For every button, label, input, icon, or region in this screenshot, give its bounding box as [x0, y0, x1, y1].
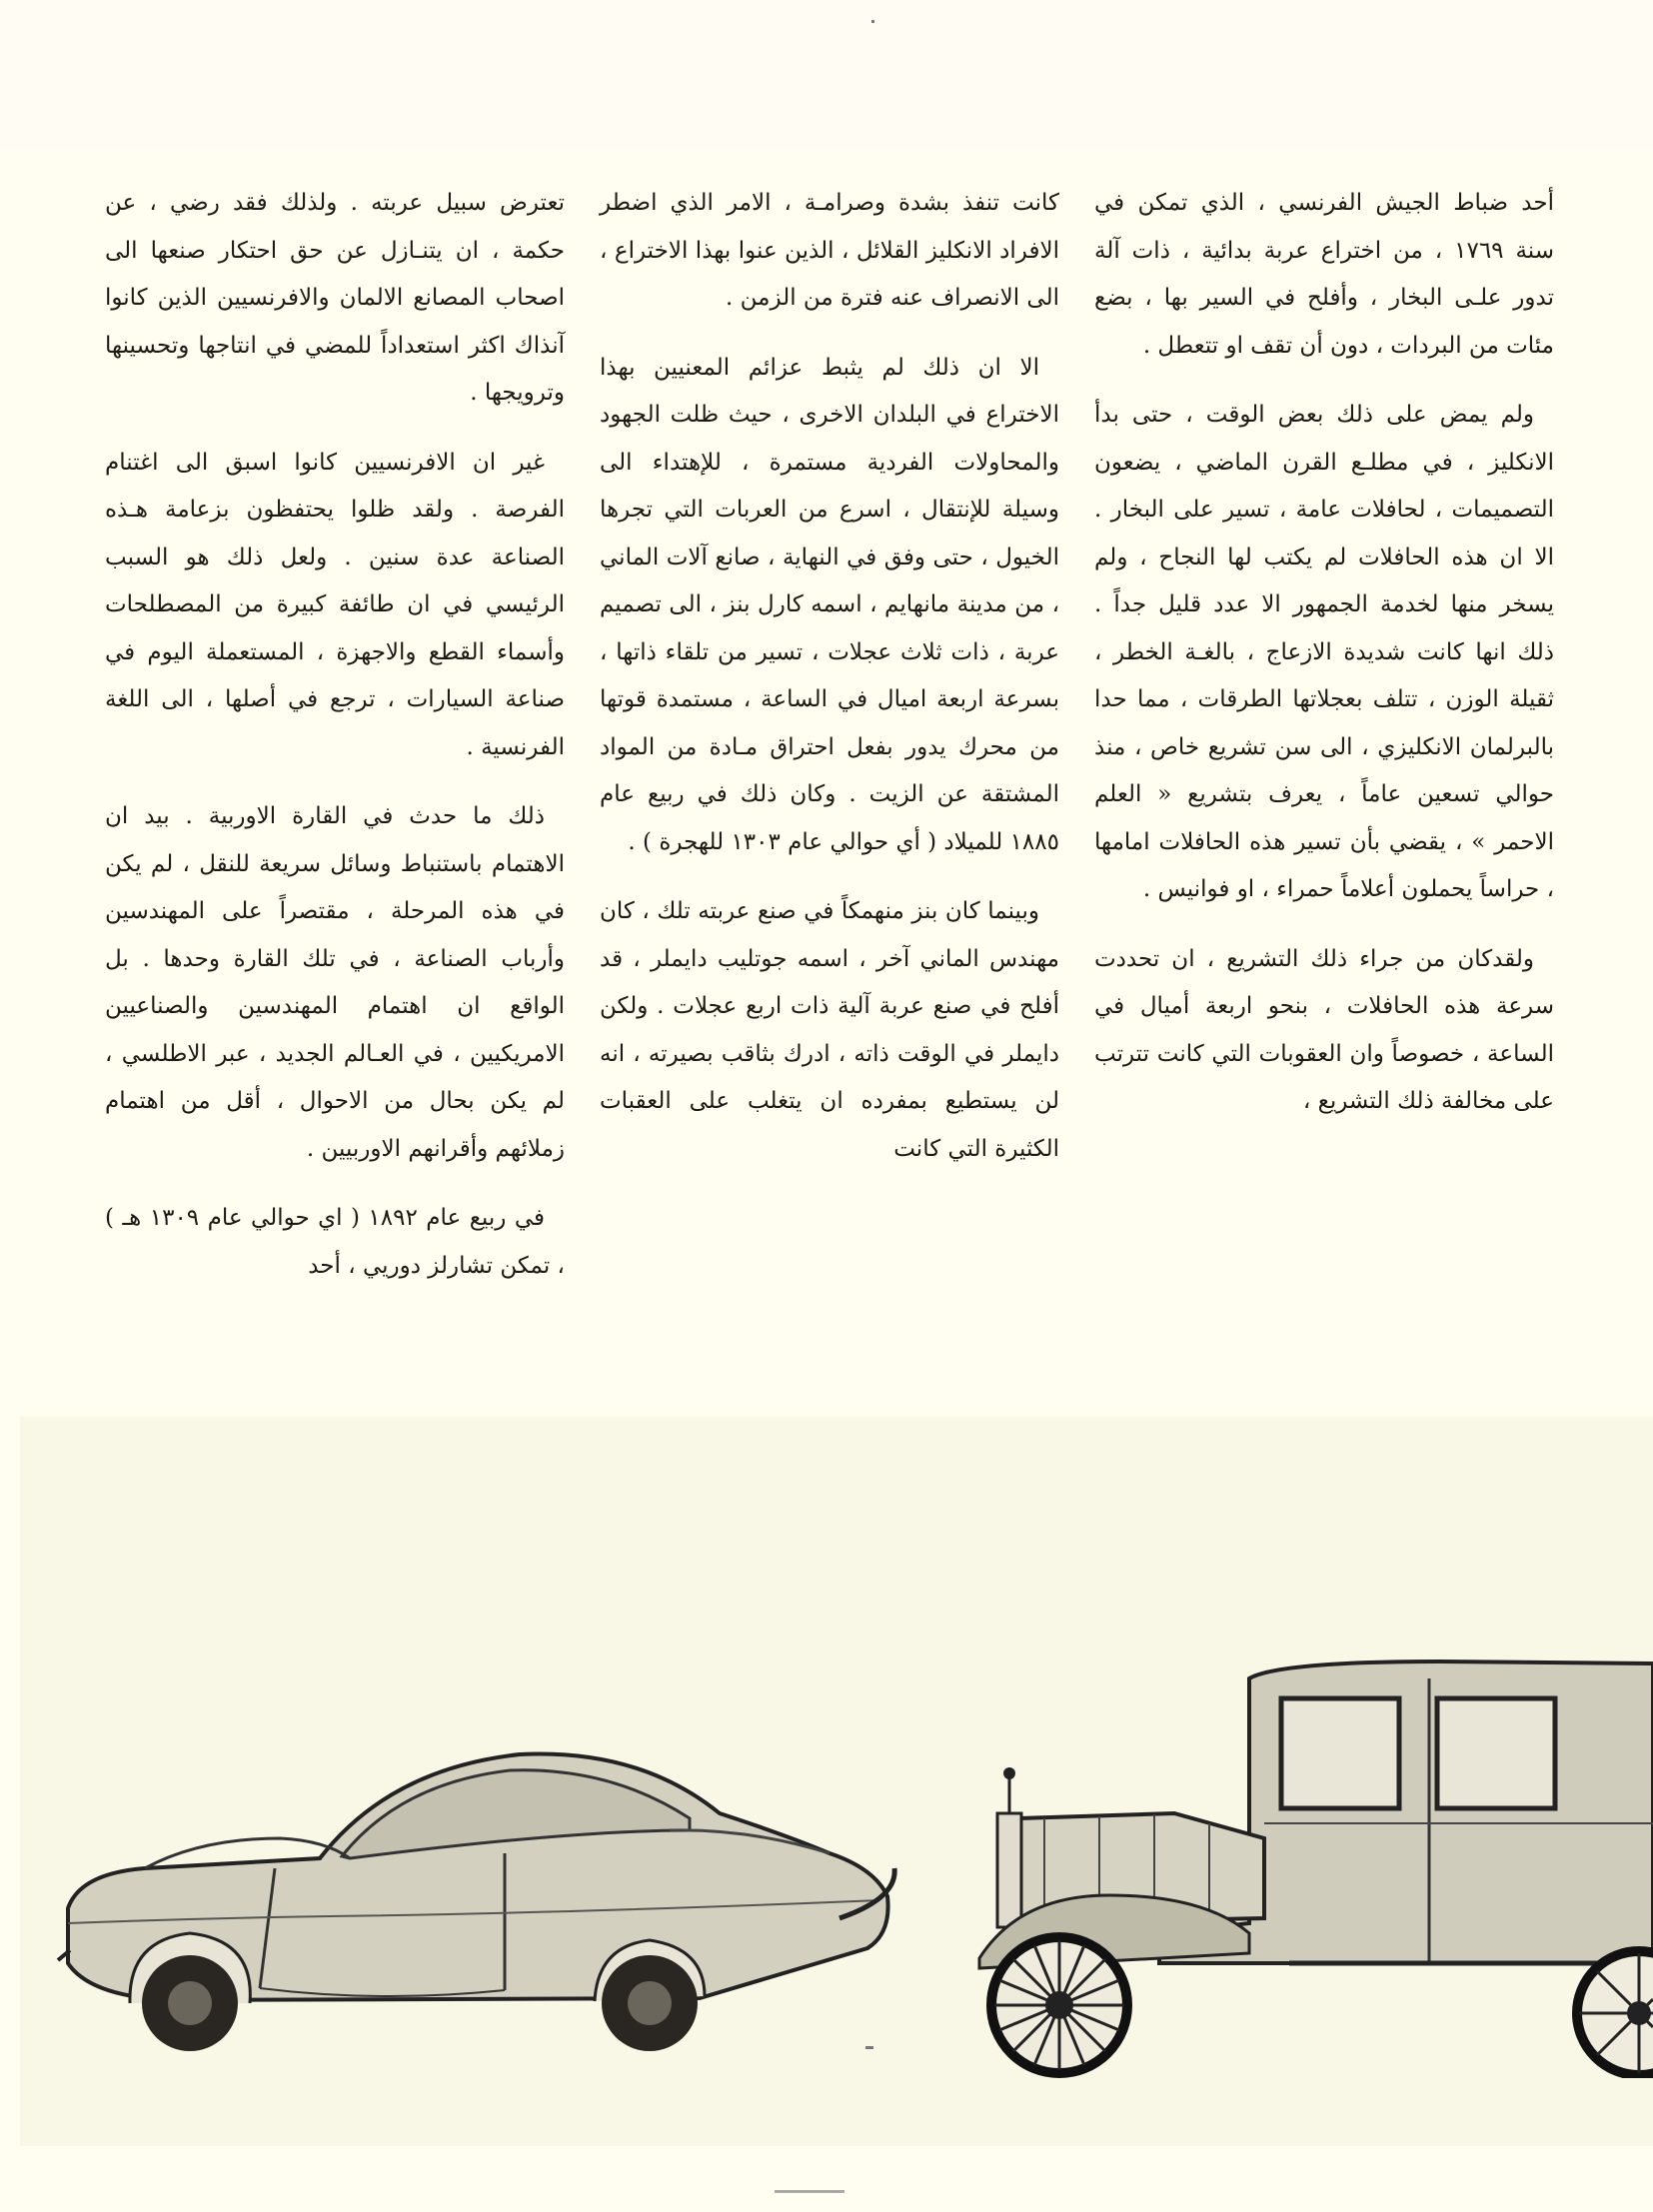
page-top-margin [0, 0, 1653, 150]
paragraph: وبينما كان بنز منهمكاً في صنع عربته تلك ، كان مهندس الماني آخر ، اسمه جوتليب دايملر ، قد أفلح في صنع عربة آلية ذات اربع عجلات . ولكن دايملر في الوقت ذاته ، ادرك بثاقب بصيرته ، انه لن يستطيع بمفرده ان يتغلب على العقبات الكثيرة التي كانت [600, 898, 1059, 1162]
paragraph: في ربيع عام ١٨٩٢ ( اي حوالي عام ١٣٠٩ هـ ) ، تمكن تشارلز دوريي ، أحد [105, 1205, 565, 1279]
paragraph: ولقدكان من جراء ذلك التشريع ، ان تحددت سرعة هذه الحافلات ، بنحو اربعة أميال في الساعة ، خصوصاً وان العقوبات التي كانت تترتب على مخالفة ذلك التشريع ، [1094, 945, 1554, 1114]
sedan-car-drawing-icon [50, 1718, 899, 2068]
paragraph: كانت تنفذ بشدة وصرامـة ، الامر الذي اضطر الافراد الانكليز القلائل ، الذين عنوا بهذا الاختراع ، الى الانصراف عنه فترة من الزمن . [600, 190, 1059, 311]
scan-speck [775, 2190, 844, 2193]
paragraph: ذلك ما حدث في القارة الاوربية . بيد ان الاهتمام باستنباط وسائل سريعة للنقل ، لم يكن في هذه المرحلة ، مقتصراً على المهندسين وأرباب الصناعة ، في تلك القارة وحدها . بل الواقع ان اهتمام المهندسين والصناعيين الامريكيين ، في العـالم الجديد ، عبر الاطلسي ، لم يكن بحال من الاحوال ، أقل من اهتمام زملائهم وأقرانهم الاوربيين . [105, 803, 565, 1162]
article-columns [105, 180, 1554, 1349]
article-column-2 [600, 180, 1059, 1349]
article-column-1 [1094, 180, 1554, 1349]
paragraph: غير ان الافرنسيين كانوا اسبق الى اغتنام الفرصة . ولقد ظلوا يحتفظون بزعامة هـذه الصناعة عدة سنين . ولعل ذلك هو السبب الرئيسي في ان طائفة كبيرة من المصطلحات وأسماء القطع والاجهزة ، المستعملة اليوم في صناعة السيارات ، ترجع في أصلها ، الى اللغة الفرنسية . [105, 449, 565, 760]
vintage-car-drawing-icon [959, 1634, 1653, 2078]
paragraph: تعترض سبيل عربته . ولذلك فقد رضي ، عن حكمة ، ان يتنـازل عن حق احتكار صنعها الى اصحاب المصانع الالمان والافرنسيين الذين كانوا آنذاك اكثر استعداداً للمضي في انتاجها وتحسينها وترويجها . [105, 190, 565, 406]
paragraph: ولم يمض على ذلك بعض الوقت ، حتى بدأ الانكليز ، في مطلـع القرن الماضي ، يضعون التصميمات ، لحافلات عامة ، تسير على البخار . الا ان هذه الحافلات لم يكتب لها النجاح ، ولم يسخر منها لخدمة الجمهور الا عدد قليل جداً . ذلك انها كانت شديدة الازعاج ، بالغـة الخطر ، ثقيلة الوزن ، تتلف بعجلاتها الطرقات ، مما حدا بالبرلمان الانكليزي ، الى سن تشريع خاص ، منذ حوالي تسعين عاماً ، يعرف بتشريع « العلم الاحمر » ، يقضي بأن تسير هذه الحافلات امامها ، حراساً يحملون أعلاماً حمراء ، او فوانيس . [1094, 402, 1554, 902]
article-column-3 [105, 180, 565, 1349]
scan-speck [865, 2046, 873, 2049]
paragraph: الا ان ذلك لم يثبط عزائم المعنيين بهذا الاختراع في البلدان الاخرى ، حيث ظلت الجهود والمحاولات الفردية مستمرة ، للإهتداء الى وسيلة للإنتقال ، اسرع من العربات التي تجرها الخيول ، حتى وفق في النهاية ، صانع آلات الماني ، من مدينة مانهايم ، اسمه كارل بنز ، الى تصميم عربة ، ذات ثلاث عجلات ، تسير من تلقاء ذاتها ، بسرعة اربعة اميال في الساعة ، مستمدة قوتها من محرك يدور بفعل احتراق مـادة من المواد المشتقة عن الزيت . وكان ذلك في ربيع عام ١٨٨٥ للميلاد ( أي حوالي عام ١٣٠٣ للهجرة ) . [600, 354, 1059, 855]
scan-speck [871, 20, 874, 23]
paragraph: أحد ضباط الجيش الفرنسي ، الذي تمكن في سنة ١٧٦٩ ، من اختراع عربة بدائية ، ذات آلة تدور علـى البخار ، وأفلح في السير بها ، بضع مئات من البردات ، دون أن تقف او تتعطل . [1094, 190, 1554, 359]
